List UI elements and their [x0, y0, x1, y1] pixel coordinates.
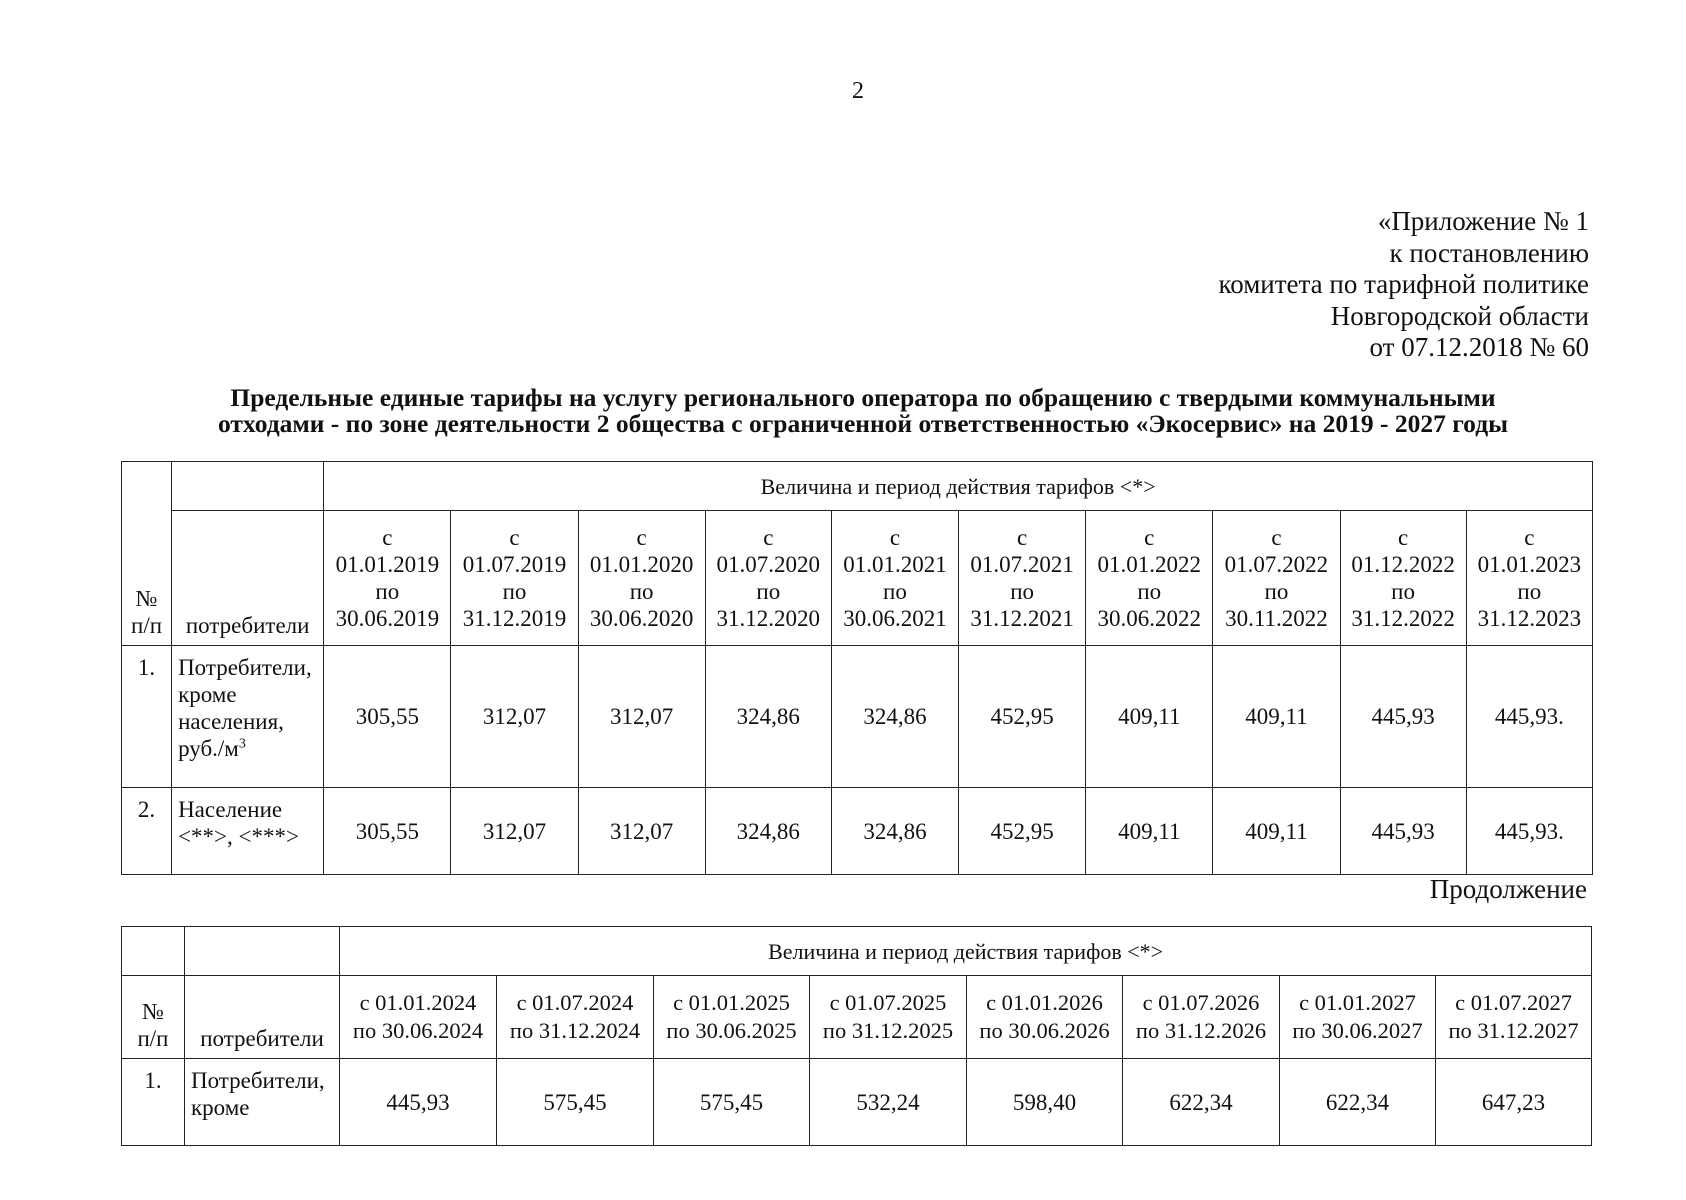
period-header-row [122, 511, 1593, 646]
tariff-value: 598,40 [967, 1059, 1123, 1146]
consumer-header: потребители [185, 976, 340, 1059]
title-line-1: Предельные единые тарифы на услугу регионального оператора по обращению с твердыми коммунальными [230, 383, 1496, 412]
period-header: с 01.01.2023 по 31.12.2023 [1466, 511, 1592, 646]
header-group-label: Величина и период действия тарифов <*> [324, 462, 1593, 511]
tariff-value: 445,93. [1466, 788, 1592, 875]
row-number: 1. [122, 1059, 185, 1146]
table-row [122, 788, 1593, 875]
tariff-value: 452,95 [959, 788, 1086, 875]
appendix-line: от 07.12.2018 № 60 [1369, 332, 1589, 362]
period-header: с 01.01.2024 по 30.06.2024 [340, 976, 497, 1059]
period-header: с 01.07.2019 по 31.12.2019 [451, 511, 578, 646]
title-line-2: отходами - по зоне деятельности 2 общества с ограниченной ответственностью «Экосервис» на 2019 - 2027 годы [217, 409, 1509, 438]
consumer-header: потребители [172, 511, 324, 646]
tariff-value: 445,93. [1466, 646, 1592, 788]
num-header: № п/п [122, 976, 185, 1059]
tariff-value: 445,93 [1340, 646, 1466, 788]
period-header: с 01.01.2026 по 30.06.2026 [967, 976, 1123, 1059]
period-header: с 01.01.2025 по 30.06.2025 [654, 976, 810, 1059]
row-number: 1. [122, 646, 172, 788]
header-group-label: Величина и период действия тарифов <*> [340, 927, 1592, 976]
tariff-value: 575,45 [497, 1059, 654, 1146]
period-header: с 01.07.2027 по 31.12.2027 [1436, 976, 1592, 1059]
tariff-value: 622,34 [1123, 1059, 1280, 1146]
period-header: с 01.07.2024 по 31.12.2024 [497, 976, 654, 1059]
empty-cell [172, 462, 324, 511]
period-header: с 01.01.2019 по 30.06.2019 [324, 511, 451, 646]
appendix-reference [1218, 206, 1589, 364]
period-header: с 01.07.2022 по 30.11.2022 [1213, 511, 1340, 646]
consumer-name: Потребители, кроме населения, $руб./м^3$ [172, 646, 324, 788]
appendix-line: к постановлению [1389, 237, 1589, 268]
tariff-value: 647,23 [1436, 1059, 1592, 1146]
tariff-value: 305,55 [324, 788, 451, 875]
appendix-line: комитета по тарифной политике [1218, 269, 1589, 299]
period-header: с 01.07.2020 по 31.12.2020 [705, 511, 831, 646]
tariff-value: 622,34 [1280, 1059, 1436, 1146]
period-header: с 01.01.2021 по 30.06.2021 [831, 511, 958, 646]
tariff-value: 324,86 [705, 788, 831, 875]
tariff-value: 409,11 [1213, 788, 1340, 875]
tariff-value: 409,11 [1213, 646, 1340, 788]
document-title [120, 385, 1606, 437]
period-header: с 01.07.2021 по 31.12.2021 [959, 511, 1086, 646]
tariff-value: 312,07 [578, 788, 705, 875]
period-header: с 01.07.2025 по 31.12.2025 [810, 976, 967, 1059]
tariff-value: 409,11 [1086, 646, 1213, 788]
tariff-value: 452,95 [959, 646, 1086, 788]
tariff-value: 324,86 [705, 646, 831, 788]
tariff-value: 324,86 [831, 646, 958, 788]
tariff-value: 312,07 [451, 646, 578, 788]
table-header-row [122, 462, 1593, 511]
appendix-line: «Приложение № 1 [1377, 206, 1589, 236]
period-header: с 01.07.2026 по 31.12.2026 [1123, 976, 1280, 1059]
period-header: с 01.12.2022 по 31.12.2022 [1340, 511, 1466, 646]
period-header: с 01.01.2022 по 30.06.2022 [1086, 511, 1213, 646]
period-header: с 01.01.2027 по 30.06.2027 [1280, 976, 1436, 1059]
tariff-value: 312,07 [451, 788, 578, 875]
consumer-name: Население <**>, <***> [172, 788, 324, 875]
table-row [122, 1059, 1592, 1146]
period-header-row [122, 976, 1592, 1059]
num-header [122, 462, 172, 646]
tariff-value: 445,93 [1340, 788, 1466, 875]
table-header-row [122, 927, 1592, 976]
row-number: 2. [122, 788, 172, 875]
tariff-table-2019-2023 [121, 461, 1593, 875]
appendix-line: Новгородской области [1330, 300, 1589, 331]
tariff-value: 324,86 [831, 788, 958, 875]
tariff-value: 532,24 [810, 1059, 967, 1146]
period-header: с 01.01.2020 по 30.06.2020 [578, 511, 705, 646]
empty-cell [185, 927, 340, 976]
page-number: 2 [852, 78, 864, 104]
tariff-value: 445,93 [340, 1059, 497, 1146]
table-row [122, 646, 1593, 788]
tariff-value: 305,55 [324, 646, 451, 788]
consumer-name: Потребители, кроме [185, 1059, 340, 1146]
tariff-value: 409,11 [1086, 788, 1213, 875]
empty-cell [122, 927, 185, 976]
tariff-table-2024-2027 [121, 926, 1592, 1146]
num-header-line: п/п [131, 613, 163, 638]
continuation-label: Продолжение [1429, 874, 1587, 904]
tariff-value: 575,45 [654, 1059, 810, 1146]
tariff-value: 312,07 [578, 646, 705, 788]
num-header-line: № [135, 586, 158, 611]
